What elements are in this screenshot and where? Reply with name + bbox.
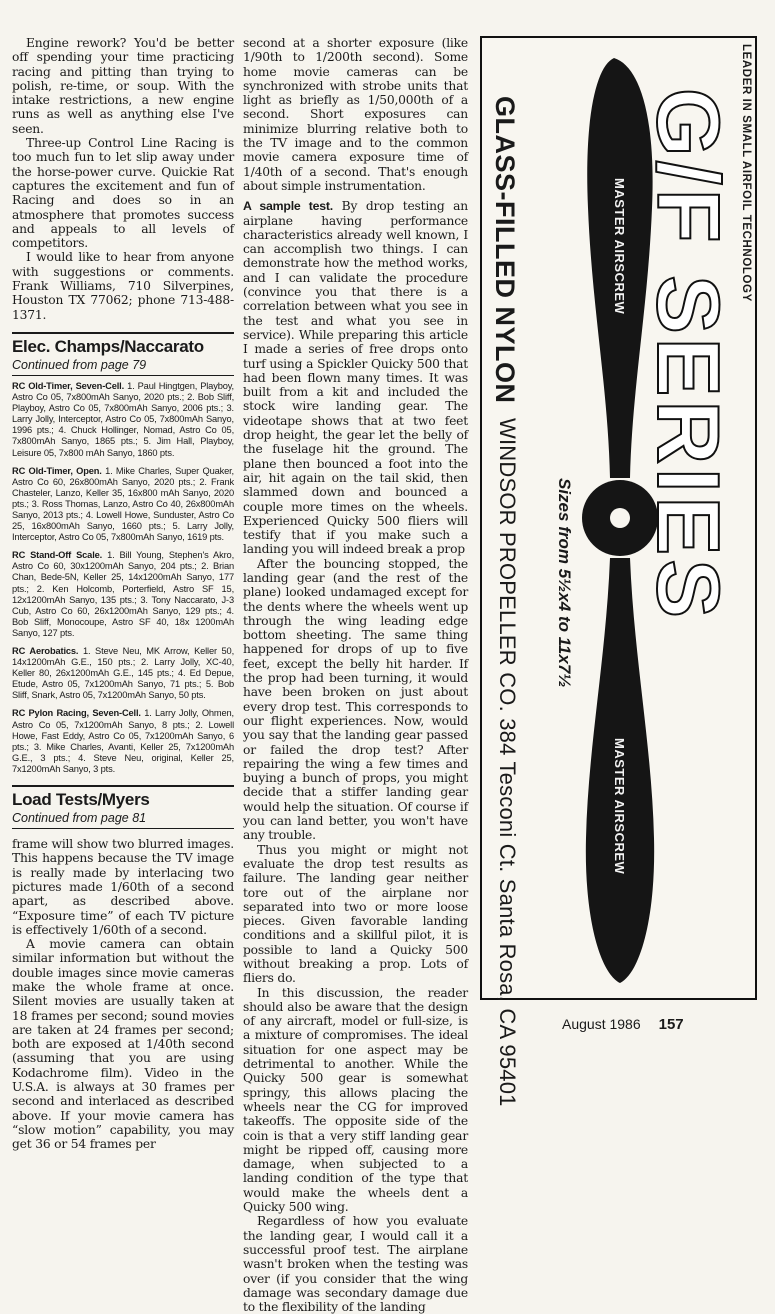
result-entry — [12, 466, 234, 544]
result-entry — [12, 381, 234, 459]
section-continued: Continued from page 81 — [12, 811, 147, 826]
page-footer — [562, 1016, 684, 1033]
ad-series-title: G/F SERIES — [639, 88, 738, 622]
section-title: Load Tests/Myers — [12, 790, 150, 810]
body-paragraph: second at a shorter exposure (like 1/90th to 1/200th second). Some home movie cameras can be synchronized with strobe units that light as briefly as 1/50,000th of a second. Short exposures can minimize blurring relative both to the TV image and to the common movie camera exposure time of 1/40th of a second. That's enough about simple instrumentation. — [243, 36, 468, 193]
body-paragraph — [243, 199, 468, 556]
left-column — [12, 36, 234, 1152]
result-category: RC Aerobatics. — [12, 646, 79, 656]
body-paragraph: Regardless of how you evaluate the landing gear, I would call it a successful proof test. The airplane wasn't broken when the testing was over (if you consider that the wing damage was secondary damage due to the flexibility of the landing — [243, 1214, 468, 1314]
propeller-hub-hole — [610, 508, 630, 528]
issue-date: August 1986 — [562, 1016, 641, 1032]
ad-company-address: WINDSOR PROPELLER CO. 384 Tesconi Ct. Santa Rosa, CA 95401 — [495, 418, 520, 1107]
intro-paragraph: Three-up Control Line Racing is too much fun to let slip away under the horse-power curve. Quickie Rat captures the excitement and fun of Racing and does so in an atmosphere that promotes success and appeals to all levels of competitors. — [12, 136, 234, 251]
load-tests-section — [12, 785, 234, 1152]
intro-paragraph: Engine rework? You'd be better off spending your time practicing racing and pitting than trying to polish, re-time, or soup. With the intake restrictions, a new engine runs as well as anything else I've seen. — [12, 36, 234, 136]
result-text: 1. Mike Charles, Super Quaker, Astro Co 60, 26x800mAh Sanyo, 2020 pts.; 2. Frank Chasteler, Lanzo, Keller 35, 16x800 mAh Sanyo, 2020 pts.; 3. Ross Thomas, Lanzo, Astro Co 40, 26x800mAh Sanyo, 2013 pts.; 4. Lowell Howe, Sunduster, Astro Co 25, 16x800mAh Sanyo, 1660 pts.; 5. Larry Jolly, Interceptor, Astro Co 05, 7x800mAh Sanyo, 1619 pts. — [12, 465, 234, 543]
ad-sizes: Sizes from 5½x4 to 11x7½ — [555, 478, 574, 688]
page-number: 157 — [658, 1016, 684, 1033]
intro-paragraph: I would like to hear from anyone with suggestions or comments. Frank Williams, 710 Silverpines, Houston TX 77062; phone 713-488-1371. — [12, 250, 234, 322]
result-entry — [12, 708, 234, 775]
result-text: 1. Paul Hingtgen, Playboy, Astro Co 05, 7x800mAh Sanyo, 2020 pts.; 2. Bob Sliff, Playboy, Astro Co 05, 7x800mAh Sanyo, 2006 pts.; 3. Larry Jolly, Interceptor, Astro Co 05, 7x800mAh Sanyo, 1996 pts.; 4. Chuck Hollinger, Nomad, Astro Co 05, 7x800mAh Sanyo, 1865 pts.; 5. Jim Hall, Playboy, Leisure 05, 7x800 mAh Sanyo, 1860 pts. — [12, 380, 234, 458]
result-category: RC Old-Timer, Seven-Cell. — [12, 380, 125, 391]
divider — [12, 828, 234, 829]
paragraph-text: By drop testing an airplane having performance characteristics already well known, I can accomplish two things. I can demonstrate how the method works, and I can validate the procedure (convince you that there is a correlation between what you see in the test and what you see in service). While preparing this article I made a series of free drops onto turf using a Spickler Quicky 500 that had been flown many times. It was built from a kit and included the stock wire landing gear. The videotape shows that at two feet drop height, the gear let the belly of the fuselage hit the ground. The plane then bounced a foot into the air, hit again on the tail skid, then slammed down and bounced a couple more times on the wheels. Experienced Quicky 500 fliers will testify that if you make such a landing you will indeed break a prop — [243, 199, 468, 557]
section-continued: Continued from page 79 — [12, 357, 147, 372]
body-paragraph: Thus you might or might not evaluate the drop test results as failure. The landing gear neither tore out of the airplane nor separated into two or more loose pieces. Given favorable landing conditions and a skillful pilot, it is possible to land a Quicky 500 without breaking a prop. Lots of fliers do. — [243, 842, 468, 986]
result-entry — [12, 550, 234, 639]
result-category: RC Stand-Off Scale. — [12, 550, 103, 561]
ad-tagline: LEADER IN SMALL AIRFOIL TECHNOLOGY — [740, 44, 752, 302]
result-category: RC Old-Timer, Open. — [12, 465, 102, 476]
result-text: 1. Bill Young, Stephen's Akro, Astro Co 60, 30x1200mAh Sanyo, 204 pts.; 2. Brian Chan, Bede-5N, Keller 25, 14x1200mAh Sanyo, 177 pts.; 2. Ken Holcomb, Porterfield, Astro SF 15, 12x1200mAh Sanyo, 135 pts.; 3. Tony Naccarato, J-3 Cub, Astro Co 60, 26x1200mAh Sanyo, 129 pts.; 4. Bob Sliff, Monocoupe, Astro SF 40, 18x 1200mAh Sanyo, 127 pts. — [12, 550, 235, 638]
result-text: 1. Larry Jolly, Ohmen, Astro Co 05, 7x1200mAh Sanyo, 8 pts.; 2. Lowell Howe, Fast Eddy, Astro Co 05, 7x1200mAh Sanyo, 6 pts.; 3. Mike Charles, Avanti, Keller 25, 7x1200mAh G.E., 3 pts.; 4. Steve Neu, original, Keller 25, 7x1200mAh Sanyo, 3 pts. — [12, 708, 234, 774]
body-paragraph: A movie camera can obtain similar information but without the double images since movie cameras make the whole frame at once. Silent movies are usually taken at 18 frames per second; sound movies are taken at 24 frames per second; both are exposed at 1/40th second (assuming that you are using Kodachrome film). Video in the U.S.A. is always at 30 frames per second and interlaced as described above. If your movie camera has “slow motion” capability, you may get 36 or 54 frames per — [12, 937, 234, 1152]
elec-champs-section — [12, 332, 234, 775]
section-title: Elec. Champs/Naccarato — [12, 336, 204, 356]
body-paragraph: frame will show two blurred images. This happens because the TV image is really made by interlacing two pictures made 1/60th of a second apart, as described above. “Exposure time” of each TV picture is effectively 1/60th of a second. — [12, 837, 234, 937]
result-category: RC Pylon Racing, Seven-Cell. — [12, 708, 141, 719]
ad-material: GLASS-FILLED NYLON — [490, 96, 520, 404]
propeller-label-bottom: MASTER AIRSCREW — [612, 738, 627, 875]
body-paragraph: In this discussion, the reader should also be aware that the design of any aircraft, model or full-size, is a mixture of compromises. The ideal situation for one aspect may be detrimental to another. While the Quicky 500 gear is somewhat springy, this allows placing the wheels near the CG for improved takeoffs. The opposite side of the coin is that a very stiff landing gear might be ripped off, causing more damage, when subjected to a landing condition of the type that would make the wheels dent a Quicky 500 wing. — [243, 985, 468, 1215]
result-entry — [12, 646, 234, 701]
body-paragraph: After the bouncing stopped, the landing gear (and the rest of the plane) looked undamaged except for the dents where the wheels went up through the wing leading edge bottom sheeting. The same thing happened for drops of up to five feet, except the belly hit harder. If the prop had been turning, it would have been broken on just about every drop test. This corresponds to our flight experiences. Now, would you say that the landing gear passed or failed the drop test? After repairing the wing a few times and buying a bunch of props, you might decide that a stiffer landing gear would help the situation. Of course if you can land better, you won't have any trouble. — [243, 556, 468, 843]
run-in-heading: A sample test. — [243, 199, 333, 214]
middle-column — [243, 36, 468, 1314]
result-text: 1. Steve Neu, MK Arrow, Keller 50, 14x1200mAh G.E., 150 pts.; 2. Larry Jolly, XC-40, Keller 80, 26x1200mAh G.E., 145 pts.; 4. Ed Depue, Etude, Astro 05, 7x1200mAh Sanyo, 71 pts.; 5. Bob Sliff, Snark, Astro 05, 7x1200mAh Sanyo, 50 pts. — [12, 646, 235, 701]
propeller-label-top: MASTER AIRSCREW — [612, 178, 627, 315]
divider — [12, 375, 234, 376]
